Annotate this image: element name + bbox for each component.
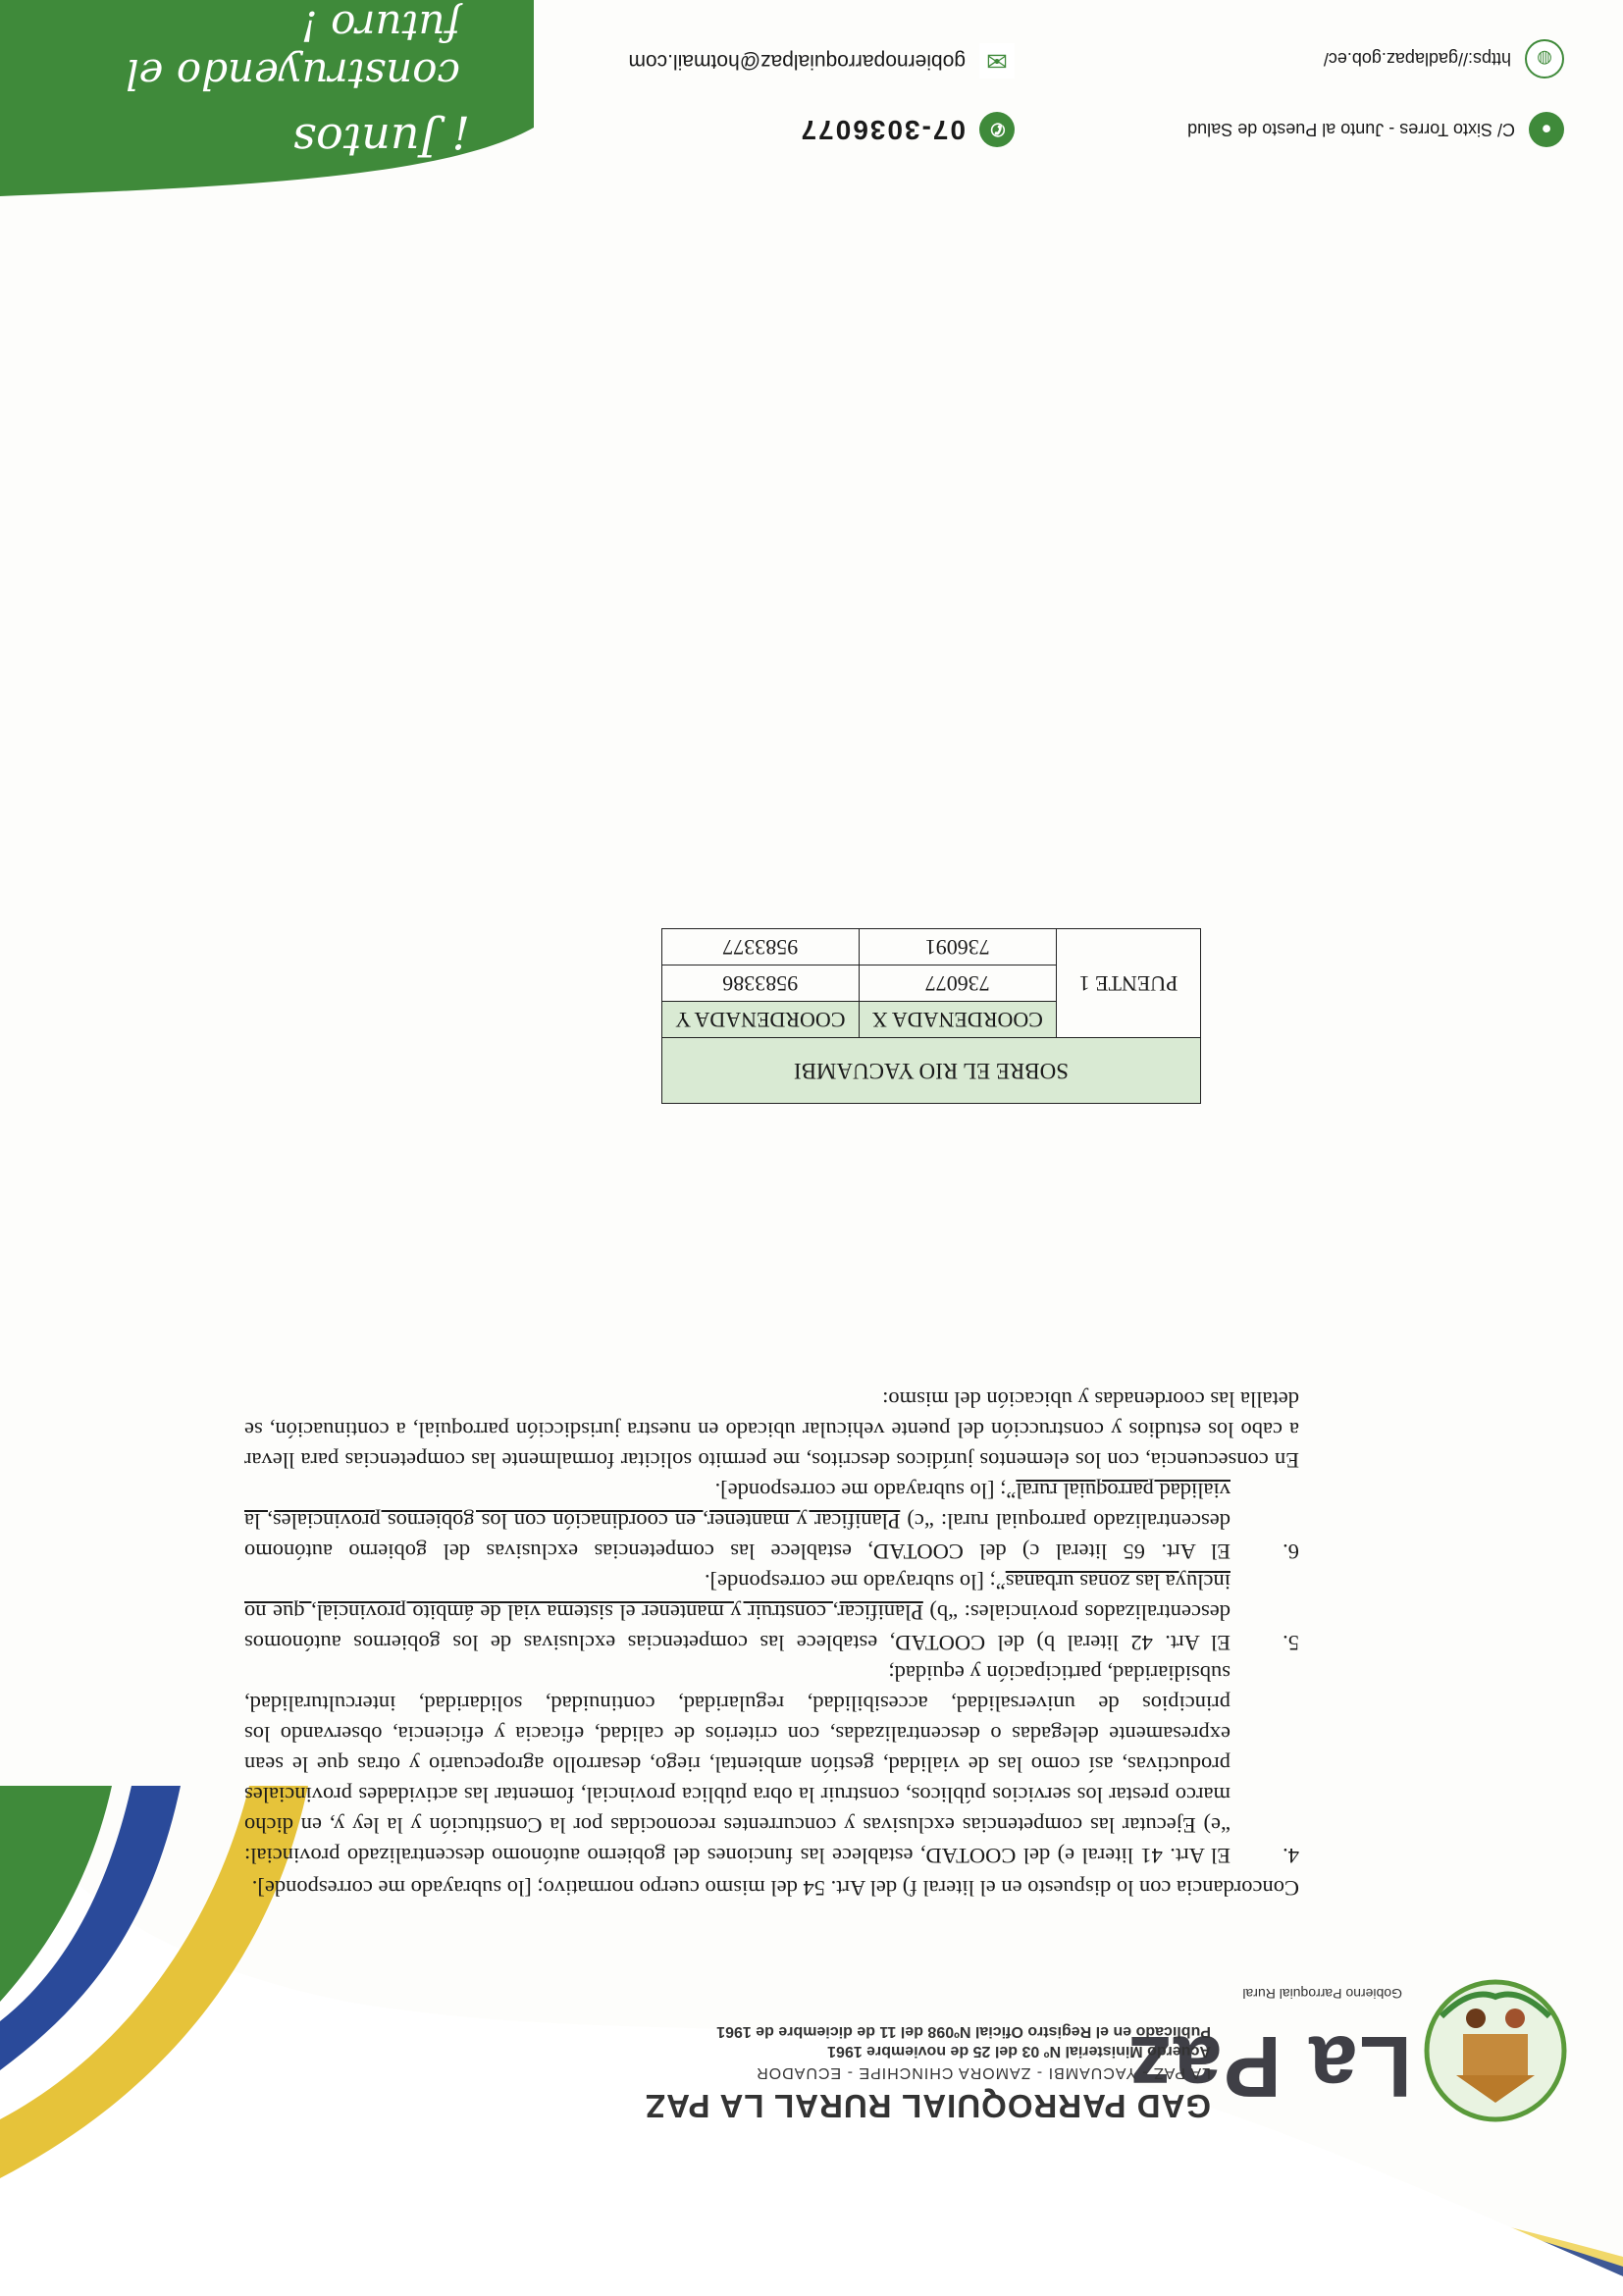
consequence-paragraph: En consecuencia, con los elementos jurídicos descritos, me permito solicitar formalmente las competencias para llevar a cabo los estudios y construcción del puente vehicular ubicado en nuestra jurisdicción parroquial, a continuación, se detalla las coordenadas y ubicación del mismo: <box>244 1387 1299 1473</box>
phone-text: 07-3036077 <box>799 115 966 145</box>
intro-continuation: Concordancia con lo dispuesto en el literal f) del Art. 54 del mismo cuerpo normativo; [lo subrayado me corresponde]. <box>251 1876 1299 1901</box>
footer-website[interactable] <box>1324 39 1564 78</box>
coordinate-y: 9583386 <box>662 965 860 1002</box>
logo-hut <box>1463 2034 1528 2077</box>
item-text-end: ”; [lo subrayado me corresponde]. <box>704 1570 1006 1594</box>
list-item-4 <box>244 1658 1299 1871</box>
item-text <box>244 1476 1230 1567</box>
location-pin-icon: ● <box>1529 112 1564 147</box>
underlined-text: Planificar y mantener, en coordinación con los gobiernos provinciales, la vialidad parroquial rural <box>243 1479 1230 1534</box>
footer-email[interactable] <box>628 43 1015 78</box>
bridge-label: PUENTE 1 <box>1057 929 1201 1038</box>
email-link[interactable]: gobiernoparroquialpaz@hotmail.com <box>628 50 966 73</box>
letter-body <box>244 1383 1299 1904</box>
item-number: 4. <box>1283 1844 1299 1868</box>
footer-contact <box>534 29 1564 147</box>
logo-wordmark: La Paz <box>1126 2018 1412 2115</box>
phone-icon: ✆ <box>979 112 1015 147</box>
logo-figure-1 <box>1505 2009 1525 2028</box>
item-number: 6. <box>1283 1539 1299 1564</box>
slogan-line-1: ¡ Juntos <box>292 114 470 167</box>
item-text: El Art. 41 literal e) del COOTAD, establece las funciones del gobierno autónomo descentralizado provincial: “e) Ejecutar las competencias exclusivas y concurrentes reconocidas por la Constitución y la ley y, en dicho marco prestar los servicios públicos, construir la obra pública provincial, fomentar las actividades provinciales productivas, así como las de vialidad, gestión ambiental, riego, desarrollo agropecuario y otras que le sean expresamente delegadas o descentralizadas, con criterios de calidad, eficacia y eficiencia, observando los principios de universalidad, accesibilidad, regularidad, continuidad, solidaridad, interculturalidad, subsidiaridad, participación y equidad; <box>244 1661 1230 1868</box>
email-icon: ✉ <box>979 43 1015 78</box>
coordinate-y: 9583377 <box>662 929 860 965</box>
column-header-x: COORDENADA X <box>859 1002 1056 1038</box>
address-text: C/ Sixto Torres - Junto al Puesto de Salud <box>1187 120 1515 140</box>
footer-phone <box>800 112 1015 147</box>
coordinate-x: 736077 <box>859 965 1056 1002</box>
list-item-6 <box>244 1476 1299 1567</box>
item-text <box>244 1567 1230 1658</box>
website-link[interactable]: https://gadlapaz.gob.ec/ <box>1323 49 1511 70</box>
table-title: SOBRE EL RIO YACUAMBI <box>662 1038 1201 1104</box>
footer-address <box>1187 112 1564 147</box>
logo-figure-2 <box>1466 2009 1486 2028</box>
ministerial-decree: Acuerdo Ministerial Nº 03 del 25 de noviembre 1961 <box>827 2043 1211 2060</box>
organization-location: LA PAZ - YACUAMBI - ZAMORA CHINCHIPE - ECUADOR <box>756 2064 1211 2081</box>
globe-icon: ◍ <box>1525 39 1564 78</box>
organization-name: GAD PARROQUIAL RURAL LA PAZ <box>645 2088 1211 2124</box>
official-registry: Publicado en el Registro Oficial Nº098 del 11 de diciembre de 1961 <box>716 2023 1211 2040</box>
logo-emblem <box>1412 1967 1579 2134</box>
column-header-y: COORDENADA Y <box>662 1002 860 1038</box>
list-item-5 <box>244 1567 1299 1658</box>
slogan-line-2: construyendo el futuro ! <box>126 2 460 98</box>
coordinates-table <box>661 928 1201 1104</box>
item-text-end: ”; [lo subrayado me corresponde]. <box>714 1479 1017 1503</box>
coordinate-x: 736091 <box>859 929 1056 965</box>
logo-subtitle: Gobierno Parroquial Rural <box>1242 1986 1402 2002</box>
item-number: 5. <box>1283 1631 1299 1655</box>
organization-header <box>426 2022 1211 2124</box>
slogan <box>38 2 470 167</box>
item-text-start: El Art. 65 literal c) del COOTAD, establece las competencias exclusivas del gobierno autónomo descentralizado parroquial rural: “c) <box>244 1509 1230 1564</box>
underlined-text: Planificar, construir y mantener el sistema vial de ámbito provincial, que no incluya las zonas urbanas <box>244 1570 1230 1625</box>
item-text-start: El Art. 42 literal b) del COOTAD, establece las competencias exclusivas de los gobiernos autónomos descentralizados provinciales: “b) <box>244 1600 1230 1655</box>
